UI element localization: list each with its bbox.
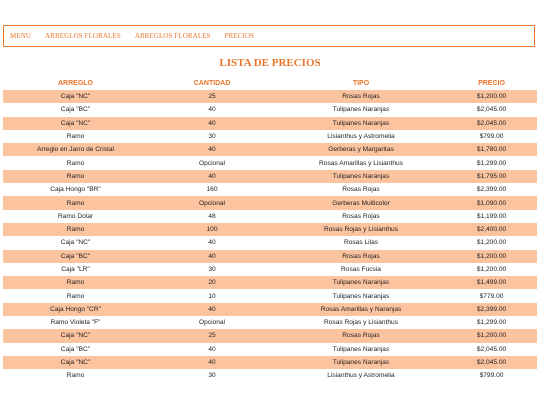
cell-tipo: Rosas Rojas [342,212,380,220]
cell-arreglo: Arreglo en Jarro de Cristal [3,143,148,156]
top-nav [3,25,535,47]
cell-arreglo: Caja Hongo "CR" [3,303,148,316]
cell-cantidad: 160 [206,186,218,194]
cell-arreglo: Caja "NC" [3,90,148,103]
cell-tipo: Tulipanes Naranjas [332,292,390,300]
header-cantidad: CANTIDAD [193,80,231,87]
cell-arreglo: Caja "BC" [3,250,148,263]
cell-precio: $2,399.00 [446,303,537,316]
cell-tipo: Tulipanes Naranjas [276,117,446,130]
cell-cantidad: 30 [208,266,216,273]
cell-tipo: Gerberas y Margaritas [276,143,446,156]
cell-cantidad: 25 [148,329,276,342]
cell-cantidad: 25 [148,90,276,103]
cell-tipo: Rosas Rojas [276,90,446,103]
cell-tipo: Lisianthus y Astromelia [327,133,395,141]
cell-precio: $2,399.00 [476,186,507,194]
cell-tipo: Rosas Fucsia [341,266,381,273]
cell-cantidad: 40 [148,250,276,263]
cell-cantidad: Opcional [148,196,276,209]
cell-arreglo: Ramo [3,223,148,236]
table-row [3,170,537,183]
cell-arreglo: Ramo [3,170,148,183]
table-row [3,223,537,236]
cell-precio: $1,090.00 [446,196,537,209]
cell-precio: $1,795.00 [446,170,537,183]
cell-cantidad: 40 [148,143,276,156]
header-precio: PRECIO [478,80,505,87]
table-row [3,343,537,356]
cell-arreglo: Ramo [3,196,148,209]
price-table [3,77,537,383]
table-row [3,369,537,382]
table-row [3,130,537,143]
table-row [3,289,537,302]
cell-precio: $779.00 [479,292,504,300]
cell-precio: $1,200.00 [476,239,507,247]
cell-cantidad: 40 [148,303,276,316]
cell-arreglo: Caja "LR" [61,266,90,273]
cell-precio: $799.00 [479,133,504,141]
table-row [3,196,537,209]
table-row [3,356,537,369]
table-row [3,103,537,116]
cell-tipo: Tulipanes Naranjas [276,356,446,369]
header-arreglo: ARREGLO [58,80,93,87]
table-row [3,183,537,196]
cell-cantidad: 20 [148,276,276,289]
table-row [3,156,537,169]
cell-tipo: Lisianthus y Astromelia [327,372,395,380]
cell-tipo: Gerberas Multicolor [276,196,446,209]
cell-cantidad: Opcional [198,319,226,327]
nav-link-precios[interactable]: PRECIOS [224,32,255,40]
cell-precio: $1,200.00 [446,250,537,263]
cell-arreglo: Caja "BC" [60,106,91,114]
cell-precio: $1,200.00 [446,329,537,342]
table-header-row [3,77,537,90]
cell-precio: $2,045.00 [476,106,507,114]
cell-arreglo: Ramo [66,372,85,380]
price-table-body [3,90,537,383]
table-row [3,143,537,156]
header-tipo: TIPO [352,80,370,87]
table-row [3,117,537,130]
cell-tipo: Tulipanes Naranjas [332,345,390,353]
cell-precio: $1,200.00 [446,90,537,103]
table-row [3,329,537,342]
table-row [3,303,537,316]
cell-precio: $1,299.00 [476,319,507,327]
cell-arreglo: Ramo Violeta "F" [50,319,101,327]
cell-tipo: Rosas Lilas [343,239,379,247]
cell-arreglo: Caja Hongo "BR" [50,186,101,194]
cell-arreglo: Caja "BC" [60,345,91,353]
table-row [3,236,537,249]
cell-tipo: Tulipanes Naranjas [276,170,446,183]
cell-cantidad: 40 [208,239,216,247]
cell-tipo: Rosas Rojas [276,329,446,342]
cell-precio: $2,045.00 [476,345,507,353]
cell-arreglo: Caja "NC" [3,356,148,369]
cell-cantidad: 10 [208,292,216,300]
table-row [3,250,537,263]
table-row [3,90,537,103]
cell-arreglo: Caja "NC" [3,117,148,130]
cell-arreglo: Ramo [66,159,85,167]
cell-precio: $1,299.00 [476,159,507,167]
cell-tipo: Rosas Amarillas y Naranjas [276,303,446,316]
cell-precio: $2,045.00 [446,356,537,369]
cell-precio: $1,499.00 [446,276,537,289]
nav-link-arreglos-florales-2[interactable]: ARREGLOS FLORALES [134,32,211,40]
cell-cantidad: 40 [148,170,276,183]
cell-tipo: Rosas Rojas [342,186,380,194]
nav-link-arreglos-florales-1[interactable]: ARREGLOS FLORALES [45,32,121,40]
cell-cantidad: Opcional [198,159,226,167]
table-row [3,210,537,223]
cell-precio: $2,045.00 [446,117,537,130]
cell-precio: $1,200.00 [476,266,507,273]
table-row [3,263,537,276]
cell-arreglo: Ramo [66,133,85,141]
cell-arreglo: Ramo [66,292,85,300]
cell-precio: $2,400.00 [446,223,537,236]
cell-cantidad: 40 [208,106,216,114]
cell-tipo: Rosas Rojas [276,250,446,263]
cell-cantidad: 40 [148,356,276,369]
table-row [3,276,537,289]
cell-arreglo: Caja "NC" [3,329,148,342]
cell-cantidad: 48 [208,212,216,220]
cell-arreglo: Caja "NC" [60,239,91,247]
cell-tipo: Rosas Amarillas y Lisianthus [319,159,403,167]
cell-cantidad: 100 [148,223,276,236]
cell-arreglo: Ramo [3,276,148,289]
cell-cantidad: 30 [208,372,216,380]
cell-cantidad: 30 [208,133,216,141]
cell-tipo: Tulipanes Naranjas [332,106,390,114]
cell-arreglo: Ramo Dolar [57,212,94,220]
cell-tipo: Rosas Rojas y Lisianthus [276,223,446,236]
cell-tipo: Tulipanes Naranjas [276,276,446,289]
page-title: LISTA DE PRECIOS [219,57,321,69]
nav-link-menu[interactable]: MENU [10,32,32,40]
table-row [3,316,537,329]
cell-precio: $1,199.00 [476,212,507,220]
cell-tipo: Rosas Rojas y Lisianthus [323,319,399,327]
cell-precio: $799.00 [479,372,504,380]
cell-precio: $1,780.00 [446,143,537,156]
cell-cantidad: 40 [148,117,276,130]
cell-cantidad: 40 [208,345,216,353]
